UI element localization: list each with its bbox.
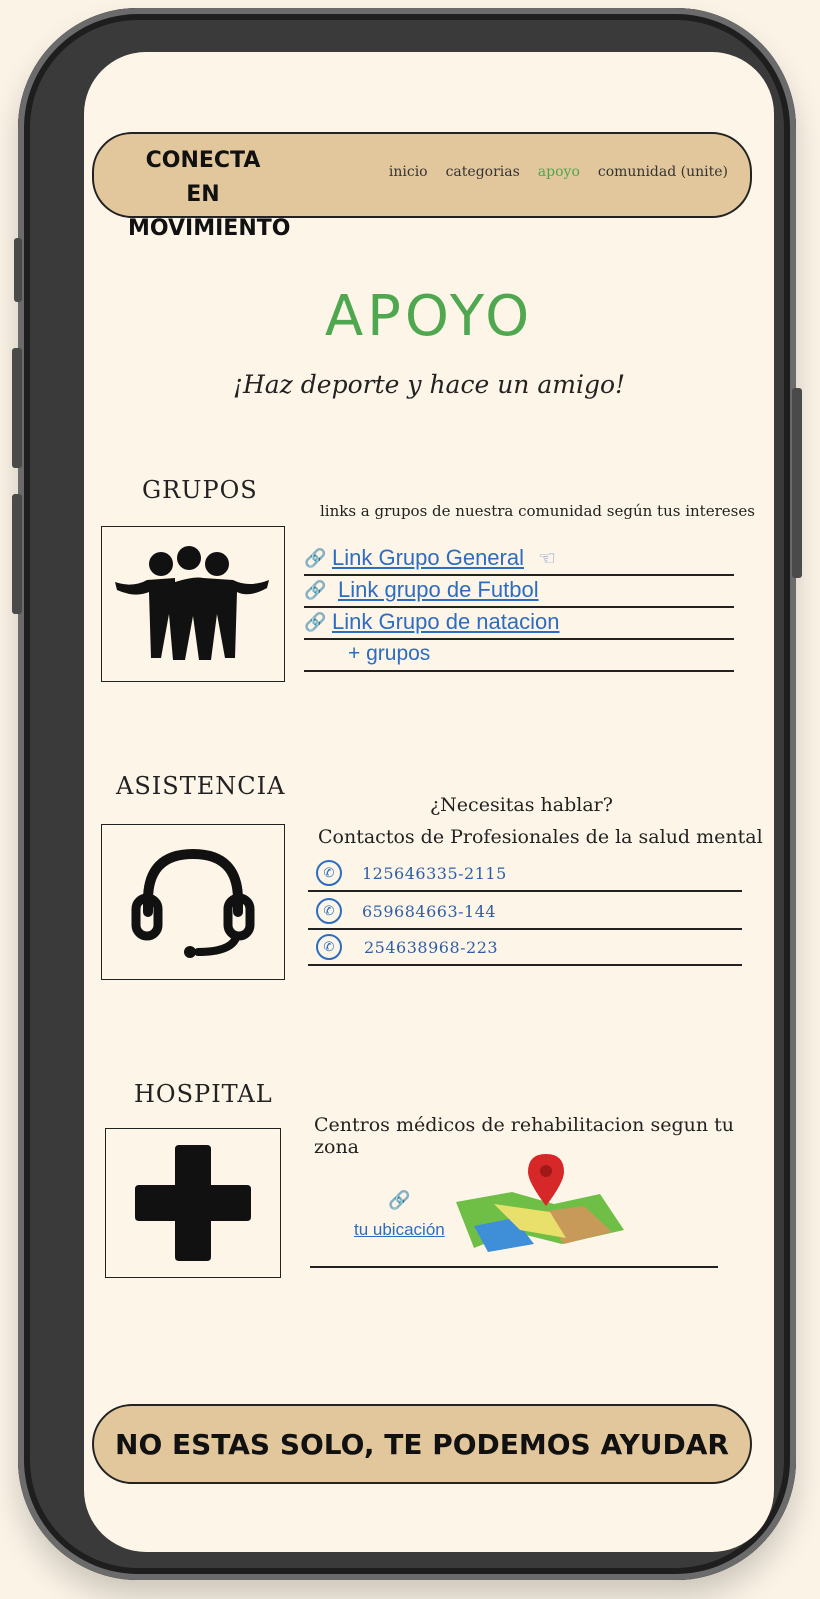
link-chain-icon: 🔗 xyxy=(304,611,327,633)
footer-banner: NO ESTAS SOLO, TE PODEMOS AYUDAR xyxy=(92,1404,752,1484)
volume-down-button xyxy=(12,494,22,614)
phone-row-1 xyxy=(308,856,742,892)
grupos-icon-box xyxy=(101,526,285,682)
asistencia-question: ¿Necesitas hablar? xyxy=(430,794,613,816)
phone-row-2 xyxy=(308,894,742,930)
nav-inicio[interactable]: inicio xyxy=(388,164,428,180)
more-groups-link[interactable]: + grupos xyxy=(348,642,431,665)
phone-row-3 xyxy=(308,930,742,966)
power-button xyxy=(792,388,802,578)
asistencia-icon-box xyxy=(101,824,285,980)
link-chain-icon: 🔗 xyxy=(304,547,327,569)
brand-line-2: MOVIMIENTO xyxy=(128,216,291,241)
grupos-link-row-more xyxy=(304,638,734,672)
hospital-divider xyxy=(310,1266,718,1268)
nav-comunidad[interactable]: comunidad (unite) xyxy=(597,164,728,180)
nav-apoyo[interactable]: apoyo xyxy=(537,164,580,180)
map-pin-icon xyxy=(454,1152,626,1256)
mute-switch xyxy=(14,238,22,302)
section-title-grupos: GRUPOS xyxy=(142,476,258,504)
page-title: APOYO xyxy=(324,284,534,349)
grupos-description: links a grupos de nuestra comunidad según tus intereses xyxy=(320,502,755,520)
phone-icon: ✆ xyxy=(316,934,342,960)
phone-number-2[interactable]: 659684663-144 xyxy=(362,901,497,921)
link-chain-icon: 🔗 xyxy=(304,579,327,601)
hospital-description: Centros médicos de rehabilitacion segun tu zona xyxy=(314,1114,735,1158)
hospital-icon-box xyxy=(105,1128,281,1278)
main-nav xyxy=(389,164,728,180)
brand-line-1: CONECTA EN xyxy=(145,148,261,207)
page-subtitle: ¡Haz deporte y hace un amigo! xyxy=(232,370,626,399)
app-screen xyxy=(84,52,774,1552)
link-grupo-general[interactable]: Link Grupo General xyxy=(332,545,524,570)
headset-icon xyxy=(128,842,258,962)
brand-logo-text[interactable] xyxy=(128,144,291,246)
phone-icon: ✆ xyxy=(316,860,342,886)
phone-number-3[interactable]: 254638968-223 xyxy=(364,937,499,957)
grupos-link-row-3 xyxy=(304,606,734,640)
asistencia-description: Contactos de Profesionales de la salud mental xyxy=(318,826,763,848)
phone-number-1[interactable]: 125646335-2115 xyxy=(362,863,507,883)
link-grupo-futbol[interactable]: Link grupo de Futbol xyxy=(338,577,539,602)
location-link[interactable]: tu ubicación xyxy=(354,1220,445,1239)
grupos-link-row-2 xyxy=(304,574,734,608)
top-header xyxy=(92,132,752,241)
location-chain-icon: 🔗 xyxy=(388,1190,411,1211)
section-title-hospital: HOSPITAL xyxy=(134,1080,273,1108)
nav-categorias[interactable]: categorias xyxy=(445,164,520,180)
grupos-link-row-1 xyxy=(304,542,734,576)
phone-icon: ✆ xyxy=(316,898,342,924)
pointer-hand-icon: ☜ xyxy=(538,546,556,570)
medical-cross-icon xyxy=(133,1143,253,1263)
volume-up-button xyxy=(12,348,22,468)
phone-frame xyxy=(18,8,796,1580)
section-title-asistencia: ASISTENCIA xyxy=(116,772,286,800)
link-grupo-natacion[interactable]: Link Grupo de natacion xyxy=(332,609,560,634)
group-of-people-icon xyxy=(113,542,273,666)
